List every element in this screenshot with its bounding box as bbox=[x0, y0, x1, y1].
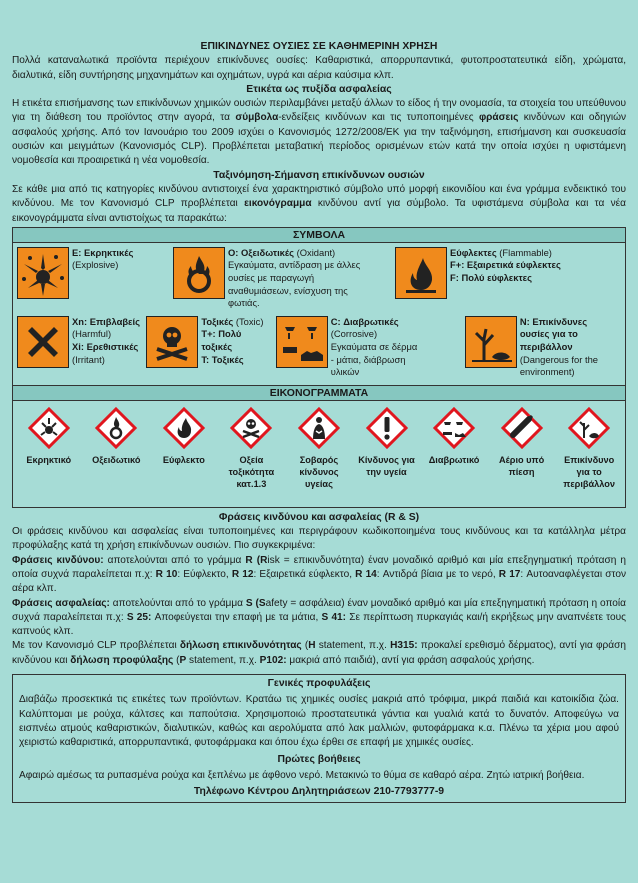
symbol-oxidant: O: Οξειδωτικές (Oxidant) Εγκαύματα, αντίδραση με άλλες ουσίες με παραγωγή αναθυμιάσεων, ενίσχυση της φωτιάς. bbox=[173, 247, 389, 310]
page-title: ΕΠΙΚΙΝΔΥΝΕΣ ΟΥΣΙΕΣ ΣΕ ΚΑΘΗΜΕΡΙΝΗ ΧΡΗΣΗ bbox=[200, 41, 438, 52]
general-precautions-heading: Γενικές προφυλάξεις bbox=[267, 678, 371, 690]
label-heading: Ετικέτα ως πυξίδα ασφαλείας bbox=[246, 83, 392, 95]
pictogram-corrosive: Διαβρωτικό bbox=[423, 407, 485, 507]
label-paragraph: Η ετικέτα επισήμανσης των επικίνδυνων χημικών ουσιών περιλαμβάνει μεταξύ άλλων το είδος ή την ονομασία, τα στοιχεία του υπεύθυνου για τη διάθεση του προϊόντος στην αγορά, τα σύμβολα-ενδείξεις κινδύνων και τις τυποποιημένες φράσεις κινδύνων και οδηγιών ασφαλούς χρήσης. Από τον Ιανουάριο του 2009 ισχύει ο Κανονισμός 1272/2008/ΕΚ για την ταξινόμηση, επισήμανση και συσκευασία ουσιών και μειγμάτων (Κανονισμός CLP). Προβλέπεται μεταβατική περίοδος ορισμένων ετών κατά την οποία ισχύει η υφιστάμενη νομοθεσία και προαιρετικά η νέα νομοθεσία. bbox=[12, 98, 627, 167]
intro-paragraph: Πολλά καταναλωτικά προϊόντα περιέχουν επικίνδυνες ουσίες: Καθαριστικά, απορρυπαντικά, φυτοπροστατευτικά είδη, χρώματα, διαλυτικά, είδη συντήρησης μηχανημάτων και οχημάτων, υγρά και αέρια καύσιμα κλπ. bbox=[12, 55, 626, 81]
symbols-heading: ΣΥΜΒΟΛΑ bbox=[13, 228, 625, 243]
safety-phrases-paragraph: Φράσεις ασφαλείας: αποτελούνται από το γράμμα S (Safety = ασφάλεια) έναν μοναδικό αριθμό και μία επεξηγηματική πρόταση η οποία συχνά παραλείπεται π.χ: S 25: Αποφεύγεται την επαφή με τα μάτια, S 41: Σε περίπτωση πυρκαγιάς και/ή εκρήξεως μην αναπνέετε τους καπνούς κλπ. bbox=[12, 597, 626, 638]
oxidizing-pictogram-icon bbox=[95, 407, 137, 449]
exclamation-pictogram-icon bbox=[366, 407, 408, 449]
symbol-toxic: Τοξικές (Toxic) T+: Πολύ τοξικές T: Τοξικές bbox=[146, 316, 269, 379]
flammable-symbol-icon bbox=[395, 247, 447, 299]
clp-paragraph: Με τον Κανονισμό CLP προβλέπεται δήλωση επικινδυνότητας (H statement, π.χ. H315: προκαλεί ερεθισμό δέρματος), αντί για φράση κινδύνου και δήλωση προφύλαξης (P statement, π.χ. P102: μακριά από παιδιά), αντί για φράση ασφαλούς χρήσης. bbox=[12, 640, 626, 666]
health-hazard-pictogram-icon bbox=[298, 407, 340, 449]
pictogram-health-warning: Κίνδυνος για την υγεία bbox=[356, 407, 418, 507]
pictograms-heading: ΕΙΚΟΝΟΓΡΑΜΜΑΤΑ bbox=[13, 385, 625, 401]
corrosive-symbol-icon bbox=[276, 316, 328, 368]
pictogram-health-hazard: Σοβαρός κίνδυνος υγείας bbox=[288, 407, 350, 507]
environment-pictogram-icon bbox=[568, 407, 610, 449]
explosive-symbol-icon bbox=[17, 247, 69, 299]
precautions-box bbox=[12, 674, 626, 803]
general-precautions-text: Διαβάζω προσεκτικά τις ετικέτες των προϊόντων. Κρατάω τις χημικές ουσίες μακριά από τρόφιμα, μικρά παιδιά και κατοικίδια ζώα. Καλύπτομαι με ρούχα, κάλτσες και παπούτσια. Χρησιμοποιώ προστατευτικά γάντια και γυαλιά κατά το δυνατόν. Αποφεύγω να εισπνέω ατμούς καθαριστικών, διαλυτικών, καθώς και αερολύματα από λακ μαλλιών, φυτοφάρμακα κ.α. Πλένω τα χέρια μου αφού χειριστώ καθαριστικά, απορρυπαντικά, φυτοφάρμακα και όπου έχω έρθει σε επαφή με χημικές ουσίες. bbox=[19, 694, 619, 749]
symbol-environment: N: Επικίνδυνες ουσίες για το περιβάλλον (Dangerous for the environment) bbox=[465, 316, 619, 379]
symbols-row-1 bbox=[13, 243, 625, 312]
symbol-harmful: Xn: Επιβλαβείς (Harmful) Xi: Ερεθιστικές (Irritant) bbox=[17, 316, 140, 379]
pictograms-row bbox=[13, 401, 625, 507]
pictogram-oxidizing: Οξειδωτικό bbox=[85, 407, 147, 507]
pictogram-gas-under-pressure: Αέριο υπό πίεση bbox=[491, 407, 553, 507]
classification-paragraph: Σε κάθε μια από τις κατηγορίες κινδύνου αντιστοιχεί ένα χαρακτηριστικό σύμβολο υπό μορφή εικονιδίου και ένα γράμμα ενδεικτικό του κινδύνου. Με τον Κανονισμό CLP προβλέπεται εικονόγραμμα κινδύνου αντί για σύμβολο. Τα υφιστάμενα σύμβολα και τα νέα εικονογράμματα είναι αντιστοίχως τα παρακάτω: bbox=[12, 183, 626, 224]
symbol-flammable: Εύφλεκτες (Flammable) F+: Εξαιρετικά εύφλεκτες F: Πολύ εύφλεκτες bbox=[395, 247, 595, 310]
pictogram-flammable: Εύφλεκτο bbox=[153, 407, 215, 507]
pictogram-explosive: Εκρηκτικό bbox=[18, 407, 80, 507]
symbols-box bbox=[12, 227, 626, 508]
first-aid-text: Αφαιρώ αμέσως τα ρυπασμένα ρούχα και ξεπλένω με άφθονο νερό. Μετακινώ το θύμα σε καθαρό αέρα. Ζητώ ιατρική βοήθεια. bbox=[19, 769, 585, 781]
pictogram-acute-toxicity: Οξεία τοξικότητα κατ.1.3 bbox=[220, 407, 282, 507]
oxidant-symbol-icon bbox=[173, 247, 225, 299]
document bbox=[12, 40, 626, 803]
harmful-symbol-icon bbox=[17, 316, 69, 368]
symbol-corrosive: C: Διαβρωτικές (Corrosive) Εγκαύματα σε δέρμα - μάτια, διάβρωση υλικών bbox=[276, 316, 459, 379]
first-aid-heading: Πρώτες βοήθειες bbox=[277, 753, 361, 765]
pictogram-environment: Επικίνδυνο για το περιβάλλον bbox=[558, 407, 620, 507]
corrosive-pictogram-icon bbox=[433, 407, 475, 449]
explosive-pictogram-icon bbox=[28, 407, 70, 449]
gas-cylinder-pictogram-icon bbox=[501, 407, 543, 449]
skull-crossbones-pictogram-icon bbox=[230, 407, 272, 449]
environment-symbol-icon bbox=[465, 316, 517, 368]
symbols-row-2 bbox=[13, 312, 625, 385]
toxic-skull-icon bbox=[146, 316, 198, 368]
phrases-heading: Φράσεις κινδύνου και ασφαλείας (R & S) bbox=[218, 511, 420, 523]
phrases-paragraph: Οι φράσεις κινδύνου και ασφαλείας είναι τυποποιημένες και περιγράφουν κωδικοποιημένα τους κινδύνους και τα κατάλληλα μέτρα προφύλαξης κατά τη χρήση επικίνδυνων ουσιών. Πιο συγκεκριμένα: bbox=[12, 526, 626, 552]
symbol-explosive: E: Εκρηκτικές (Explosive) bbox=[17, 247, 167, 310]
flammable-pictogram-icon bbox=[163, 407, 205, 449]
classification-heading: Ταξινόμηση-Σήμανση επικίνδυνων ουσιών bbox=[213, 169, 425, 181]
poison-center-phone: Τηλέφωνο Κέντρου Δηλητηριάσεων 210-7793777-9 bbox=[193, 786, 445, 798]
risk-phrases-paragraph: Φράσεις κινδύνου: αποτελούνται από το γράμμα R (Risk = επικινδυνότητα) έναν μοναδικό αριθμό και μία επεξηγηματική πρόταση η οποία συχνά παραλείπεται π.χ: R 10: Εύφλεκτο, R 12: Εξαιρετικά εύφλεκτο, R 14: Αντιδρά βίαια με το νερό, R 17: Αυτοαναφλέγεται στον αέρα κλπ. bbox=[12, 554, 626, 595]
